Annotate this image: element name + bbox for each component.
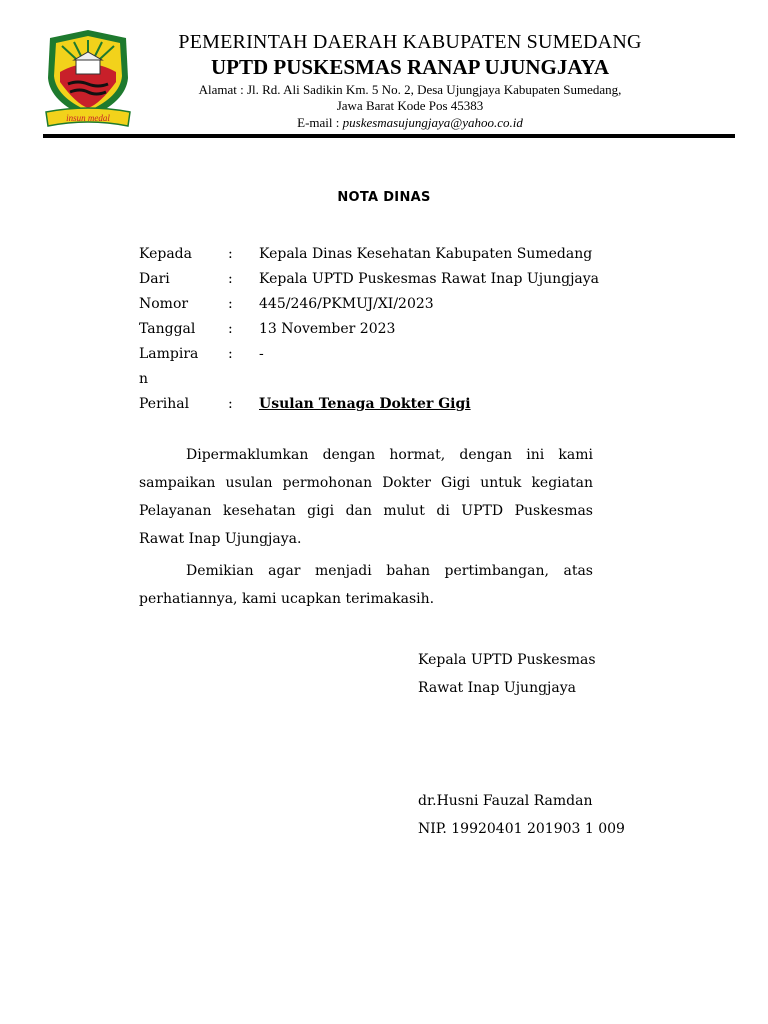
colon: : <box>228 346 233 362</box>
letterhead-divider <box>43 134 735 138</box>
email-label: E-mail : <box>297 115 343 130</box>
colon: : <box>228 396 233 412</box>
institution-name: UPTD PUSKESMAS RANAP UJUNGJAYA <box>210 55 610 79</box>
kepada-value: Kepala Dinas Kesehatan Kabupaten Sumedang <box>259 246 593 262</box>
colon: : <box>228 246 233 262</box>
email-line <box>150 114 670 131</box>
colon: : <box>228 296 233 312</box>
nomor-value: 445/246/PKMUJ/XI/2023 <box>259 296 434 312</box>
signer-name: dr.Husni Fauzal Ramdan <box>418 793 593 809</box>
body-paragraph-2-text: Demikian agar menjadi bahan pertimbangan, atas perhatiannya, kami ucapkan terimakasih. <box>139 563 593 607</box>
address-line-1: Alamat : Jl. Rd. Ali Sadikin Km. 5 No. 2, Desa Ujungjaya Kabupaten Sumedang, <box>198 82 622 97</box>
signer-nip: NIP. 19920401 201903 1 009 <box>418 821 625 837</box>
signer-position-line-2: Rawat Inap Ujungjaya <box>418 680 576 696</box>
colon: : <box>228 321 233 337</box>
dari-label: Dari <box>139 271 170 287</box>
body-paragraph-1 <box>139 441 593 553</box>
lampiran-label: Lampira <box>139 346 199 362</box>
nomor-label: Nomor <box>139 296 189 312</box>
dari-value: Kepala UPTD Puskesmas Rawat Inap Ujungjaya <box>259 271 600 287</box>
signer-position-line-1: Kepala UPTD Puskesmas <box>418 652 596 668</box>
kabupaten-sumedang-logo <box>40 26 136 130</box>
document-title: NOTA DINAS <box>337 190 431 205</box>
body-paragraph-2 <box>139 557 593 613</box>
tanggal-value: 13 November 2023 <box>259 321 396 337</box>
body-paragraph-1-text: Dipermaklumkan dengan hormat, dengan ini kami sampaikan usulan permohonan Dokter Gigi untuk kegiatan Pelayanan kesehatan gigi dan mulut di UPTD Puskesmas Rawat Inap Ujungjaya. <box>139 447 593 547</box>
perihal-label: Perihal <box>139 396 190 412</box>
perihal-value: Usulan Tenaga Dokter Gigi <box>259 396 471 412</box>
signature-block-name <box>418 787 625 843</box>
kepada-label: Kepada <box>139 246 192 262</box>
address-line-2: Jawa Barat Kode Pos 45383 <box>336 98 484 113</box>
government-name: PEMERINTAH DAERAH KABUPATEN SUMEDANG <box>178 31 642 53</box>
tanggal-label: Tanggal <box>139 321 196 337</box>
colon: : <box>228 271 233 287</box>
lampiran-value: - <box>259 346 264 362</box>
letterhead <box>150 30 670 131</box>
lampiran-label-wrap: n <box>139 371 149 387</box>
svg-text:insun medal: insun medal <box>66 113 110 123</box>
signature-block-position <box>418 646 596 702</box>
email-address: puskesmasujungjaya@yahoo.co.id <box>342 115 523 130</box>
